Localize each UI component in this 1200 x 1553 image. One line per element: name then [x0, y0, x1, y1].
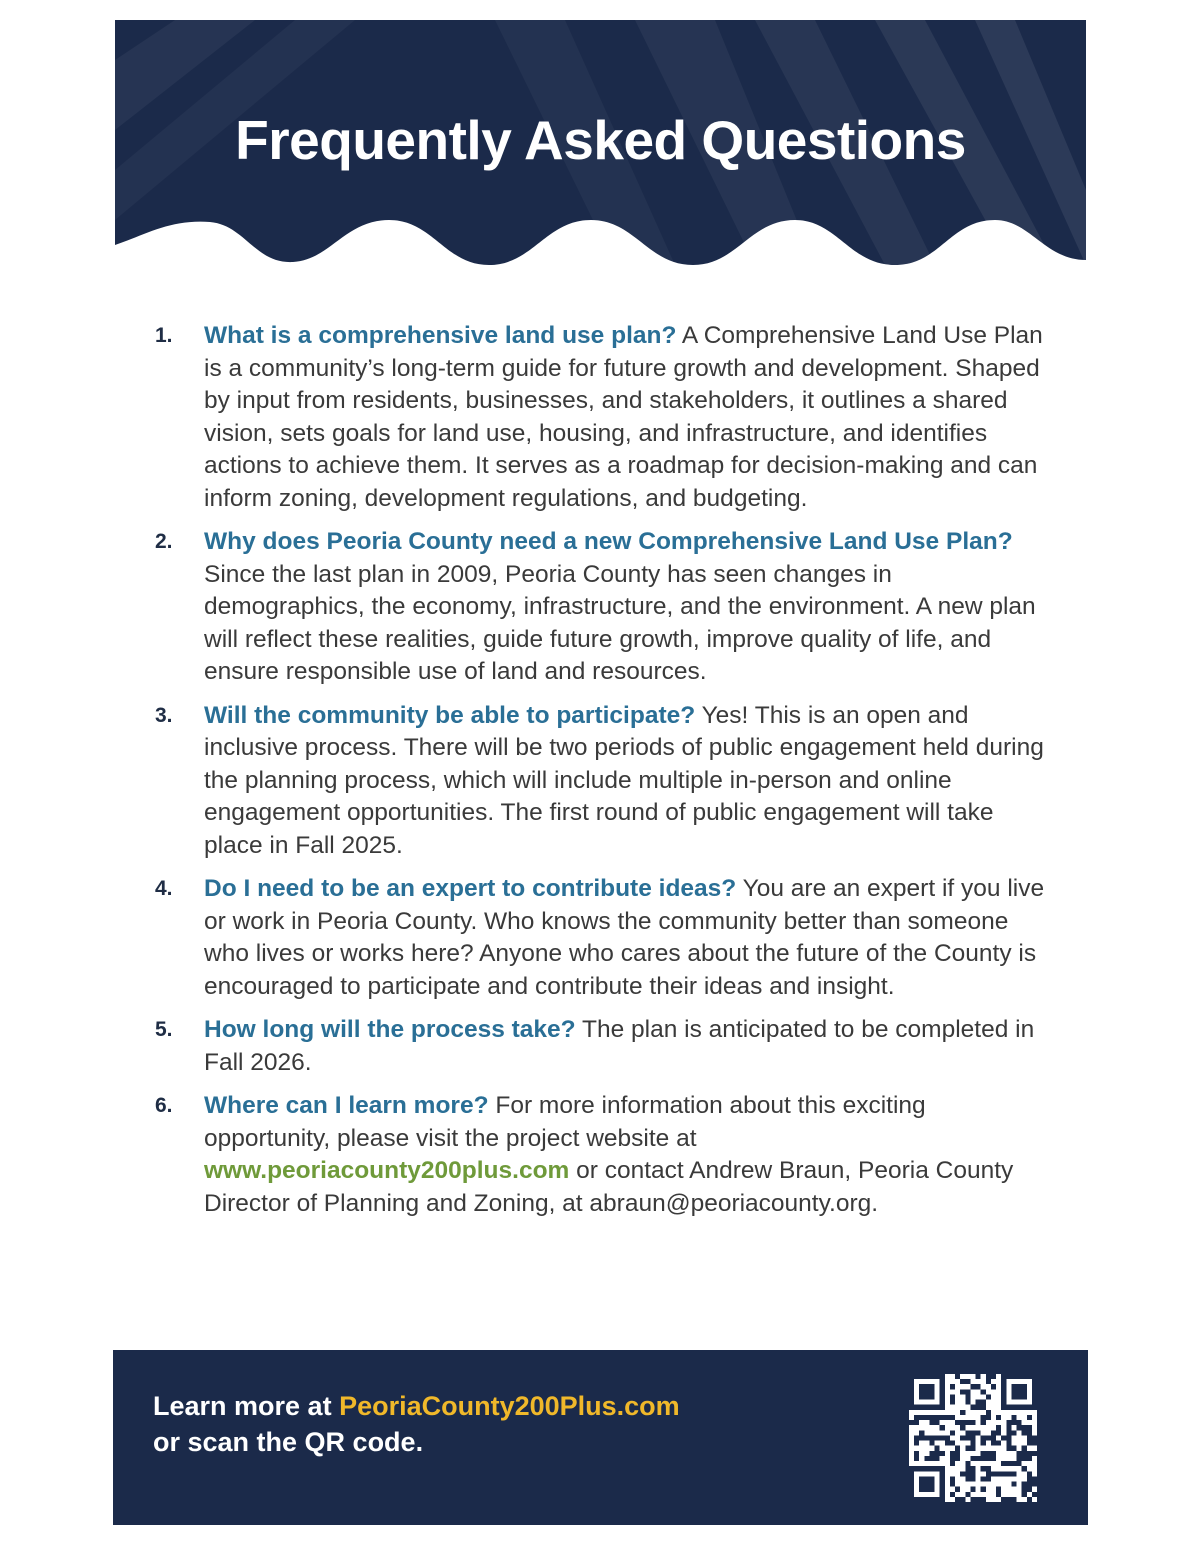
- qr-code-icon[interactable]: [909, 1374, 1037, 1502]
- footer-lead: Learn more at: [153, 1391, 340, 1421]
- faq-answer: Since the last plan in 2009, Peoria County has seen changes in demographics, the economy, infrastructure, and the environment. A new plan will reflect these realities, guide future growth, improve quality of life, and ensure responsible use of land and resources.: [204, 560, 1036, 685]
- page-title: Frequently Asked Questions: [235, 109, 966, 171]
- faq-answer: You are an expert if you live or work in Peoria County. Who knows the community better than someone who lives or works here? Anyone who cares about the future of the County is encouraged to participate and contribute their ideas and insight.: [204, 875, 1045, 1000]
- faq-number: 1.: [155, 324, 173, 347]
- faq-item: [155, 1014, 1050, 1079]
- faq-question: Do I need to be an expert to contribute ideas?: [204, 875, 737, 902]
- footer-callout: [153, 1388, 680, 1460]
- faq-answer: A Comprehensive Land Use Plan is a community’s long-term guide for future growth and development. Shaped by input from residents, businesses, and stakeholders, it outlines a shared vision, sets goals for land use, housing, and infrastructure, and identifies actions to achieve them. It serves as a roadmap for decision-making and can inform zoning, development regulations, and budgeting.: [204, 322, 1043, 512]
- faq-number: 4.: [155, 877, 173, 900]
- faq-question: Will the community be able to participate?: [204, 701, 696, 729]
- faq-answer: The plan is anticipated to be completed in Fall 2026.: [204, 1016, 1035, 1076]
- faq-list: [155, 320, 1050, 1231]
- footer-website-link[interactable]: PeoriaCounty200Plus.com: [339, 1391, 680, 1421]
- faq-question: Where can I learn more?: [204, 1092, 489, 1119]
- faq-item: [155, 526, 1050, 689]
- header-banner: [115, 20, 1086, 265]
- faq-item: [155, 1090, 1050, 1220]
- faq-number: 2.: [155, 530, 173, 553]
- faq-item: [155, 320, 1050, 515]
- faq-answer-continued: or contact Andrew Braun, Peoria County Director of Planning and Zoning, at abraun@peoriacounty.org.: [204, 1157, 1014, 1217]
- faq-item: [155, 700, 1050, 863]
- faq-question: Why does Peoria County need a new Comprehensive Land Use Plan?: [204, 528, 1013, 555]
- faq-number: 5.: [155, 1018, 173, 1041]
- faq-answer: Yes! This is an open and inclusive process. There will be two periods of public engagement held during the planning process, which will include multiple in-person and online engagement opportunities. The first round of public engagement will take place in Fall 2025.: [204, 701, 1044, 859]
- footer-line2: or scan the QR code.: [153, 1427, 424, 1457]
- faq-answer: For more information about this exciting opportunity, please visit the project website at: [204, 1092, 926, 1152]
- faq-number: 3.: [155, 703, 173, 727]
- faq-question: What is a comprehensive land use plan?: [204, 322, 677, 349]
- footer-banner: [113, 1350, 1088, 1525]
- faq-question: How long will the process take?: [204, 1016, 576, 1043]
- faq-item: [155, 873, 1050, 1003]
- project-website-link[interactable]: www.peoriacounty200plus.com: [204, 1157, 570, 1184]
- faq-number: 6.: [155, 1094, 173, 1117]
